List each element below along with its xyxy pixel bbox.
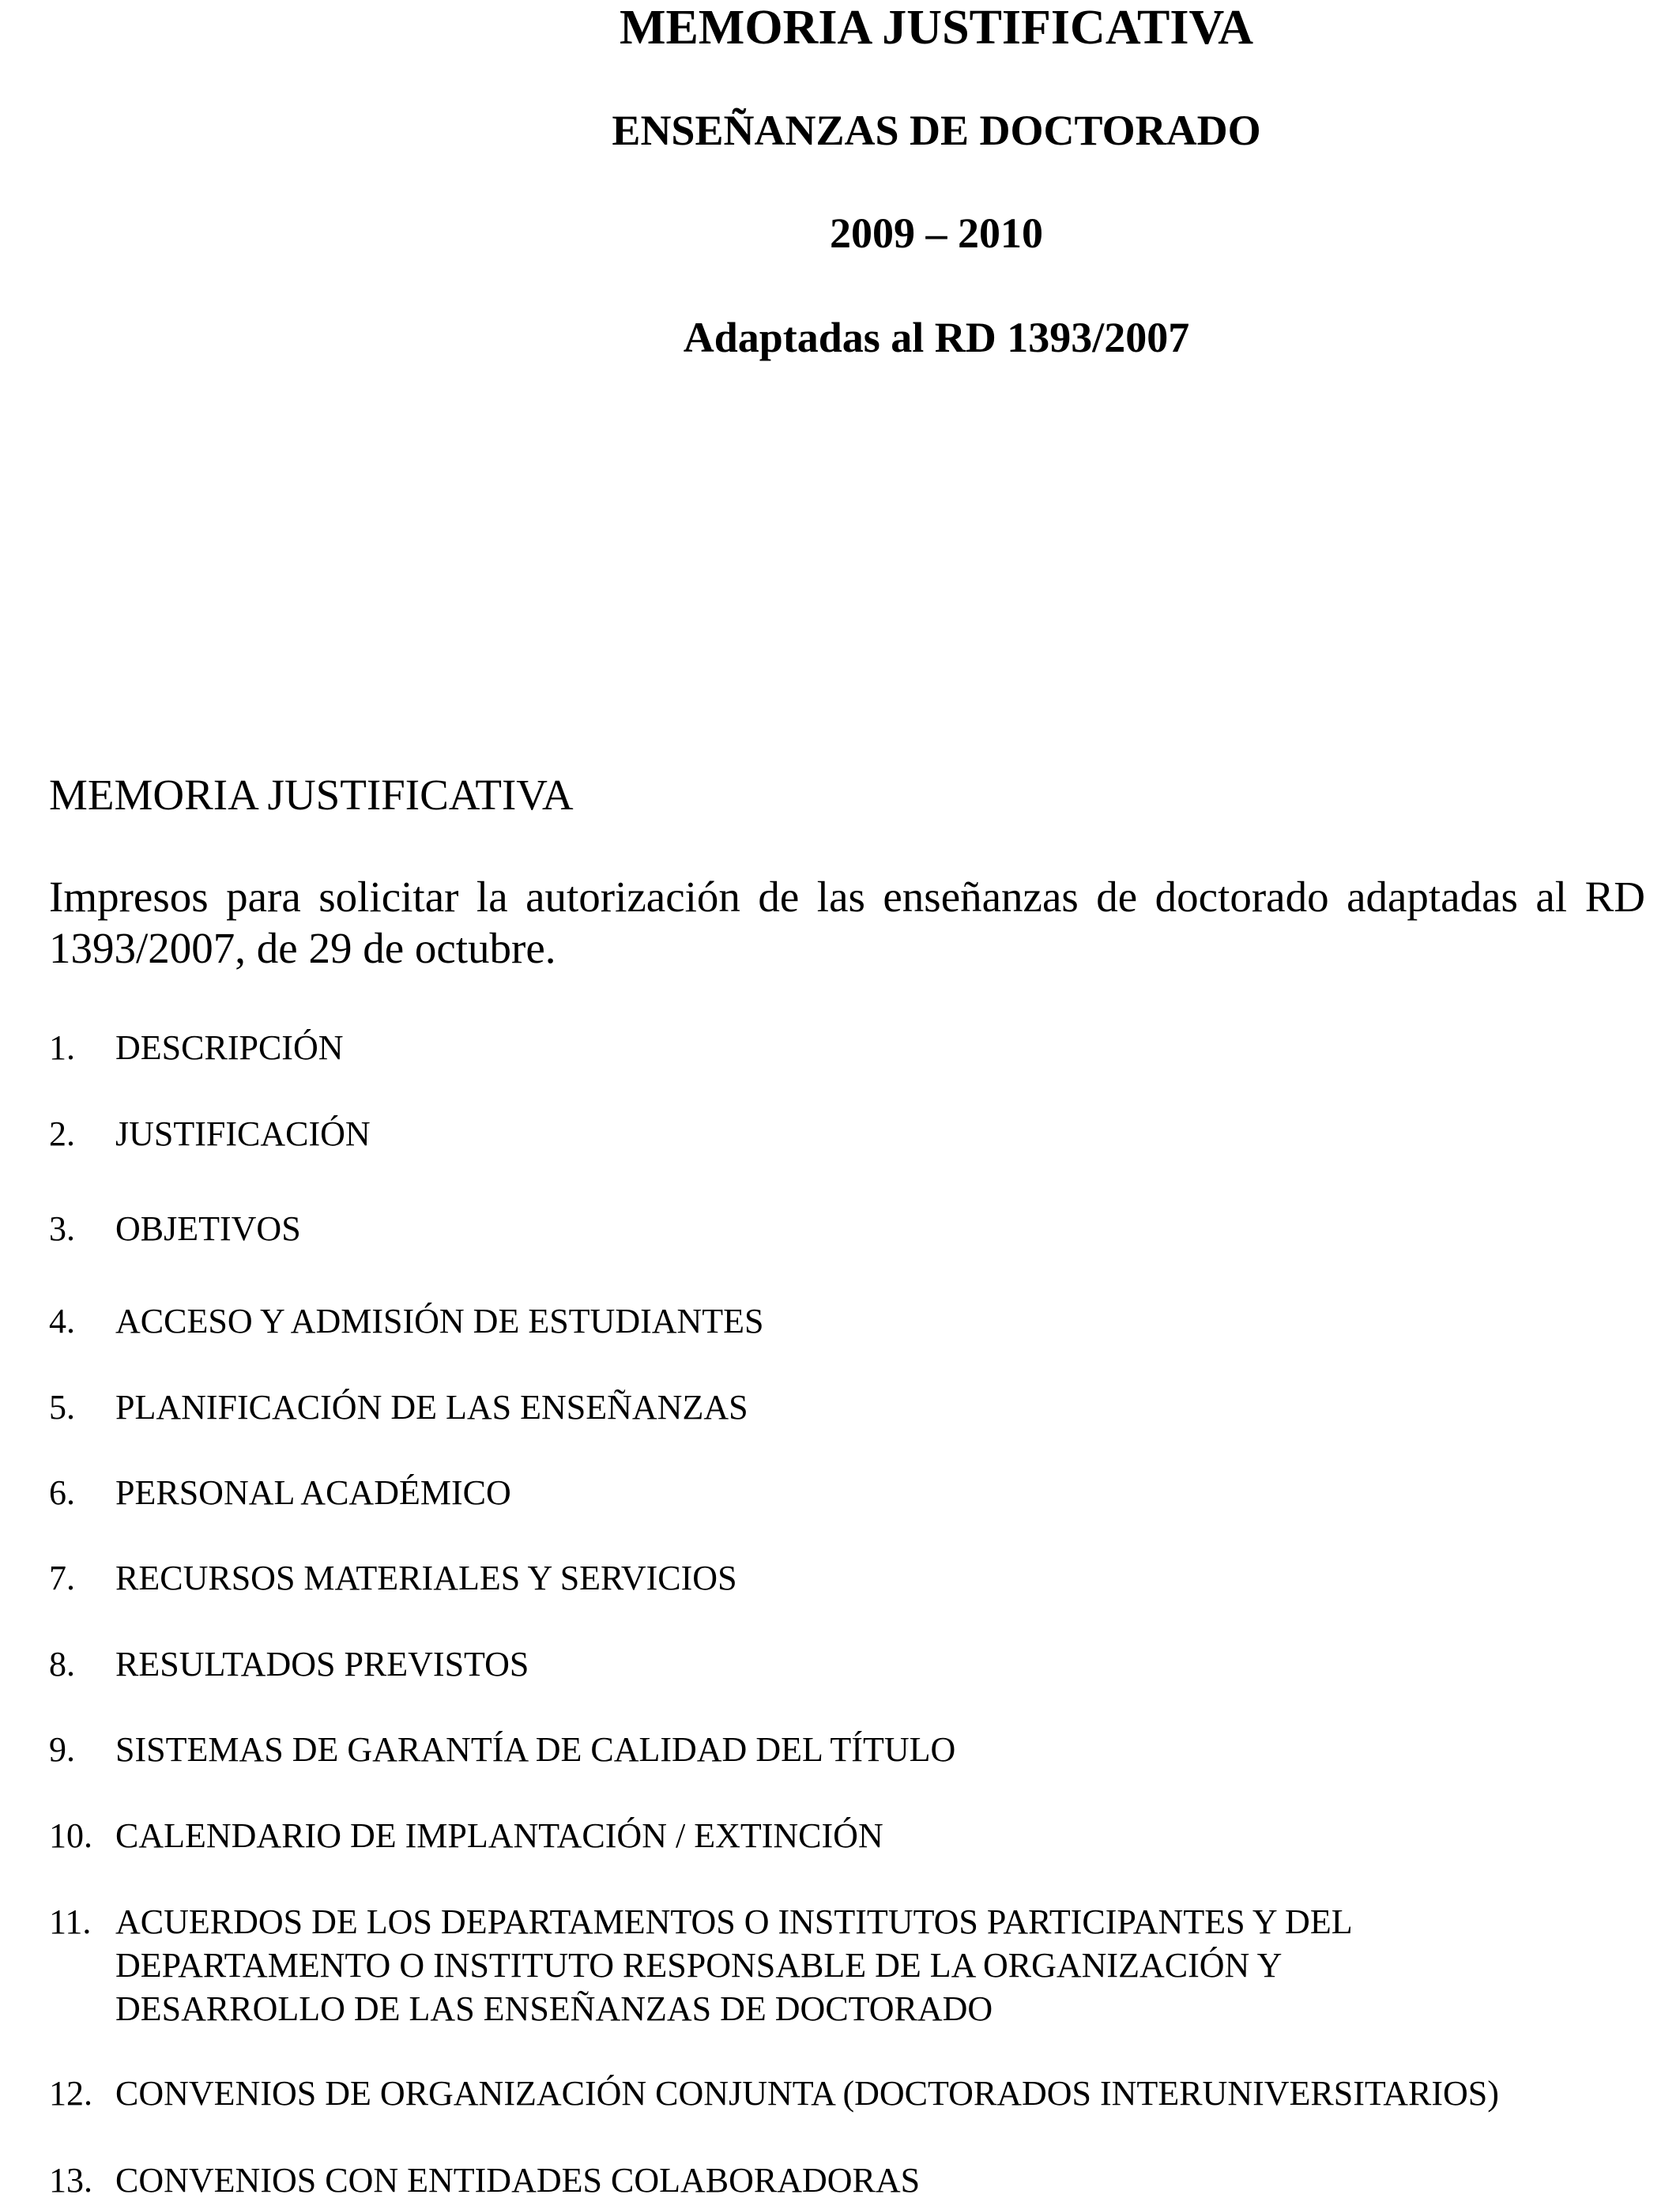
toc-label: SISTEMAS DE GARANTÍA DE CALIDAD DEL TÍTULO bbox=[115, 1730, 956, 1769]
toc-number: 6. bbox=[49, 1473, 75, 1512]
toc-item bbox=[49, 1556, 1637, 1600]
toc-label: CONVENIOS CON ENTIDADES COLABORADORAS bbox=[115, 2161, 921, 2200]
toc-item bbox=[49, 1728, 1637, 1771]
toc-label: JUSTIFICACIÓN bbox=[115, 1114, 371, 1153]
document-title: MEMORIA JUSTIFICATIVA bbox=[619, 1, 1254, 55]
toc-item bbox=[49, 1814, 1637, 1857]
toc-label: OBJETIVOS bbox=[115, 1209, 301, 1248]
toc-label: DESCRIPCIÓN bbox=[115, 1028, 344, 1067]
toc-item bbox=[49, 1900, 1637, 2030]
toc-number: 1. bbox=[49, 1028, 75, 1067]
toc-label: CONVENIOS DE ORGANIZACIÓN CONJUNTA (DOCTORADOS INTERUNIVERSITARIOS) bbox=[115, 2074, 1499, 2113]
toc-label: ACCESO Y ADMISIÓN DE ESTUDIANTES bbox=[115, 1302, 764, 1340]
section-title: MEMORIA JUSTIFICATIVA bbox=[49, 771, 574, 819]
toc-label: ACUERDOS DE LOS DEPARTAMENTOS O INSTITUTOS PARTICIPANTES Y DEL DEPARTAMENTO O INSTITUTO RESPONSABLE DE LA ORGANIZACIÓN Y DESARROLLO DE LAS ENSEÑANZAS DE DOCTORADO bbox=[115, 1902, 1353, 2028]
toc-item bbox=[49, 1207, 1637, 1250]
toc-label: PERSONAL ACADÉMICO bbox=[115, 1473, 511, 1512]
toc-number: 3. bbox=[49, 1209, 75, 1248]
toc-number: 13. bbox=[49, 2161, 92, 2200]
toc-number: 12. bbox=[49, 2074, 92, 2113]
toc-item bbox=[49, 1112, 1637, 1156]
toc-item bbox=[49, 1026, 1637, 1069]
toc-number: 10. bbox=[49, 1816, 92, 1855]
document-subtitle: ENSEÑANZAS DE DOCTORADO bbox=[612, 107, 1261, 154]
toc-number: 7. bbox=[49, 1559, 75, 1597]
toc-item bbox=[49, 1471, 1637, 1514]
toc-item bbox=[49, 2072, 1637, 2115]
toc-item bbox=[49, 1299, 1637, 1343]
toc-number: 11. bbox=[49, 1902, 92, 1941]
toc-label: RESULTADOS PREVISTOS bbox=[115, 1645, 529, 1684]
toc-number: 4. bbox=[49, 1302, 75, 1340]
toc-label: RECURSOS MATERIALES Y SERVICIOS bbox=[115, 1559, 737, 1597]
academic-years: 2009 – 2010 bbox=[830, 209, 1043, 257]
toc-number: 5. bbox=[49, 1388, 75, 1427]
regulation-adaptation: Adaptadas al RD 1393/2007 bbox=[683, 314, 1190, 361]
toc-item bbox=[49, 1386, 1637, 1429]
toc-label: CALENDARIO DE IMPLANTACIÓN / EXTINCIÓN bbox=[115, 1816, 883, 1855]
toc-label: PLANIFICACIÓN DE LAS ENSEÑANZAS bbox=[115, 1388, 748, 1427]
toc-number: 9. bbox=[49, 1730, 75, 1769]
toc-number: 8. bbox=[49, 1645, 75, 1684]
intro-paragraph: Impresos para solicitar la autorización de las enseñanzas de doctorado adaptadas al RD 1393/2007, de 29 de octubre. bbox=[49, 873, 1645, 972]
toc-item bbox=[49, 2159, 1637, 2202]
toc-item bbox=[49, 1642, 1637, 1686]
toc-number: 2. bbox=[49, 1114, 75, 1153]
